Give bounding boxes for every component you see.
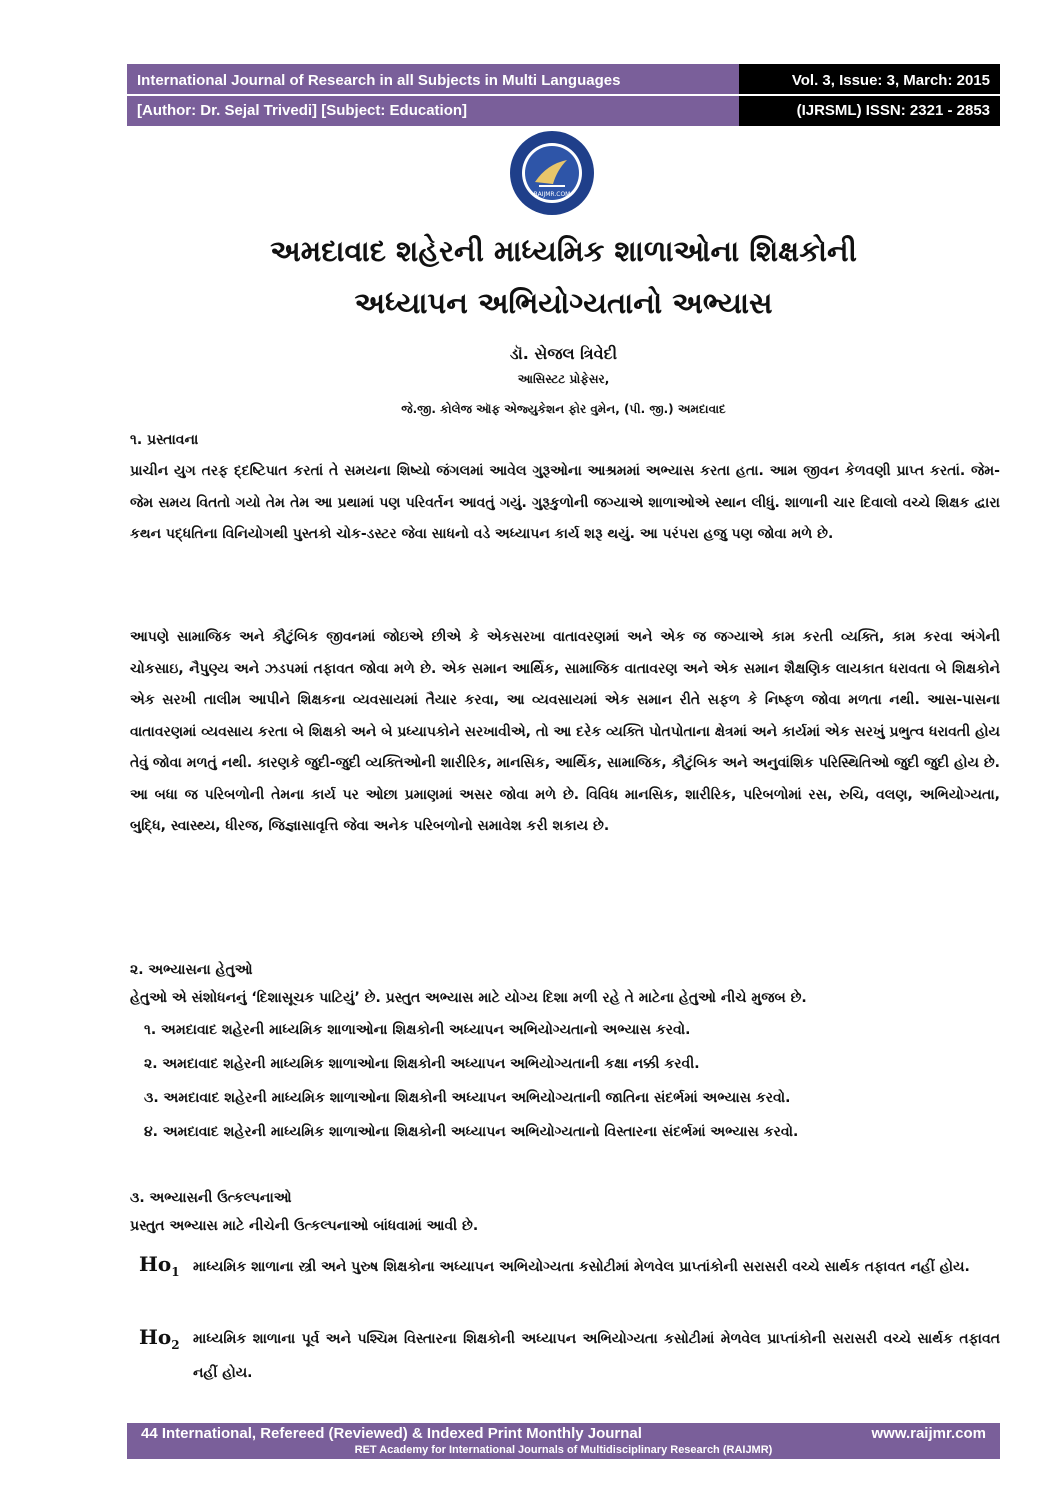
hypothesis-text: માધ્યમિક શાળાના સ્ત્રી અને પુરુષ શિક્ષકોના અધ્યાપન અભિયોગ્યતા કસોટીમાં મેળવેલ પ્રાપ્તાંકોની સરાસરી વચ્ચે સાર્થક તફાવત નહીં હોય. bbox=[193, 1259, 970, 1275]
hypotheses-intro: પ્રસ્તુત અભ્યાસ માટે નીચેની ઉત્કલ્પનાઓ બાંધવામાં આવી છે. bbox=[130, 1218, 479, 1234]
hypothesis-label: $Ho_2$ bbox=[139, 1325, 180, 1352]
journal-header bbox=[127, 64, 1000, 126]
footer-website-link[interactable]: www.raijmr.com bbox=[871, 1425, 986, 1442]
journal-name: International Journal of Research in all Subjects in Multi Languages bbox=[137, 72, 621, 89]
author-designation: આસિસ્ટટ પ્રોફેસર, bbox=[517, 372, 610, 386]
objectives-intro: હેતુઓ એ સંશોધનનું ‘દિશાસૂચક પાટિયું’ છે. પ્રસ્તુત અભ્યાસ માટે યોગ્ય દિશા મળી રહે તે માટેના હેતુઓ નીચે મુજબ છે. bbox=[130, 990, 807, 1006]
issn-info: (IJRSML) ISSN: 2321 - 2853 bbox=[796, 102, 990, 119]
author-name: ડૉ. સેજલ ત્રિવેદી bbox=[509, 344, 618, 363]
raijmr-seal-icon bbox=[509, 130, 595, 216]
intro-paragraph-1: પ્રાચીન યુગ તરફ દ્દષ્ટિપાત કરતાં તે સમયના શિષ્યો જંગલમાં આવેલ ગુરૂઓના આશ્રમમાં અભ્યાસ કરતા હતા. આમ જીવન કેળવણી પ્રાપ્ત કરતાં. જેમ-જેમ સમય વિતતો ગયો તેમ તેમ આ પ્રથામાં પણ પરિવર્તન આવતું ગયું. ગુરૂકુળોની જગ્યાએ શાળાઓએ સ્થાન લીધું. શાળાની ચાર દિવાલો વચ્ચે શિક્ષક દ્વારા કથન પદ્ધતિના વિનિયોગથી પુસ્તકો ચોક-ડસ્ટર જેવા સાધનો વડે અધ્યાપન કાર્ય શરૂ થયું. આ પરંપરા હજુ પણ જોવા મળે છે. bbox=[130, 463, 1000, 542]
objective-item: ૩. અમદાવાદ શહેરની માધ્યમિક શાળાઓના શિક્ષકોની અધ્યાપન અભિયોગ્યતાની જાતિના સંદર્ભમાં અભ્યાસ કરવો. bbox=[144, 1090, 791, 1106]
footer-academy: RET Academy for International Journals of Multidisciplinary Research (RAIJMR) bbox=[354, 1444, 773, 1456]
journal-footer bbox=[127, 1423, 1000, 1459]
objective-item: ૪. અમદાવાદ શહેરની માધ્યમિક શાળાઓના શિક્ષકોની અધ્યાપન અભિયોગ્યતાનો વિસ્તારના સંદર્ભમાં અભ્યાસ કરવો. bbox=[144, 1124, 799, 1140]
logo-text: RAIJMR.COM bbox=[533, 191, 571, 198]
volume-info: Vol. 3, Issue: 3, March: 2015 bbox=[791, 72, 990, 89]
footer-page-journal: 44 International, Refereed (Reviewed) & Indexed Print Monthly Journal bbox=[141, 1425, 642, 1442]
objective-item: ૧. અમદાવાદ શહેરની માધ્યમિક શાળાઓના શિક્ષકોની અધ્યાપન અભિયોગ્યતાનો અભ્યાસ કરવો. bbox=[144, 1022, 691, 1038]
objective-item: ૨. અમદાવાદ શહેરની માધ્યમિક શાળાઓના શિક્ષકોની અધ્યાપન અભિયોગ્યતાની કક્ષા નક્કી કરવી. bbox=[144, 1056, 700, 1072]
section-heading-objectives: ૨. અભ્યાસના હેતુઓ bbox=[130, 962, 253, 978]
header-divider bbox=[127, 94, 1000, 96]
author-affiliation: જે.જી. કોલેજ ઑફ એજ્યુકેશન ફોર વુમેન, (પી. જી.) અમદાવાદ bbox=[401, 402, 726, 416]
section-heading-introduction: ૧. પ્રસ્તાવના bbox=[130, 432, 199, 448]
hypothesis-label: $Ho_1$ bbox=[139, 1252, 180, 1279]
intro-paragraph-2: આપણે સામાજિક અને કૌટુંબિક જીવનમાં જોઇએ છીએ કે એકસરખા વાતાવરણમાં અને એક જ જગ્યાએ કામ કરતી વ્યક્તિ, કામ કરવા અંગેની ચોકસાઇ, નૈપુણ્ય અને ઝડપમાં તફાવત જોવા મળે છે. એક સમાન આર્થિક, સામાજિક વાતાવરણ અને એક સમાન શૈક્ષણિક લાયકાત ધરાવતા બે શિક્ષકોને એક સરખી તાલીમ આપીને શિક્ષકના વ્યવસાયમાં તૈયાર કરવા, આ વ્યવસાયમાં એક સમાન રીતે સફળ કે નિષ્ફળ જોવા મળતા નથી. આસ-પાસના વાતાવરણમાં વ્યવસાય કરતા બે શિક્ષકો અને બે પ્રધ્યાપકોને સરખાવીએ, તો આ દરેક વ્યક્તિ પોતપોતાના ક્ષેત્રમાં અને કાર્યમાં એક સરખું પ્રભુત્વ ધરાવતી હોય તેવું જોવા મળતું નથી. કારણકે જુદી-જુદી વ્યક્તિઓની શારીરિક, માનસિક, આર્થિક, સામાજિક, કૌટુંબિક અને અનુવાંશિક પરિસ્થિતિઓ જુદી જુદી હોય છે. આ બધા જ પરિબળોની તેમના કાર્ય પર ઓછા પ્રમાણમાં અસર જોવા મળે છે. વિવિધ માનસિક, શારીરિક, પરિબળોમાં રસ, રુચિ, વલણ, અભિયોગ્યતા, બુદ્ધિ, સ્વાસ્થ્ય, ધીરજ, જિજ્ઞાસાવૃત્તિ જેવા અનેક પરિબળોનો સમાવેશ કરી શકાય છે. bbox=[130, 629, 1000, 834]
author-subject: [Author: Dr. Sejal Trivedi] [Subject: Education] bbox=[137, 102, 468, 119]
section-heading-hypotheses: ૩. અભ્યાસની ઉત્કલ્પનાઓ bbox=[130, 1190, 292, 1206]
hypothesis-text: માધ્યમિક શાળાના પૂર્વ અને પશ્ચિમ વિસ્તારના શિક્ષકોની અધ્યાપન અભિયોગ્યતા કસોટીમાં મેળવેલ પ્રાપ્તાંકોની સરાસરી વચ્ચે સાર્થક તફાવત નહીં હોય. bbox=[193, 1331, 1000, 1381]
article-title-line1: અમદાવાદ શહેરની માધ્યમિક શાળાઓના શિક્ષકોની bbox=[270, 234, 857, 268]
article-title-line2: અધ્યાપન અભિયોગ્યતાનો અભ્યાસ bbox=[354, 286, 773, 320]
